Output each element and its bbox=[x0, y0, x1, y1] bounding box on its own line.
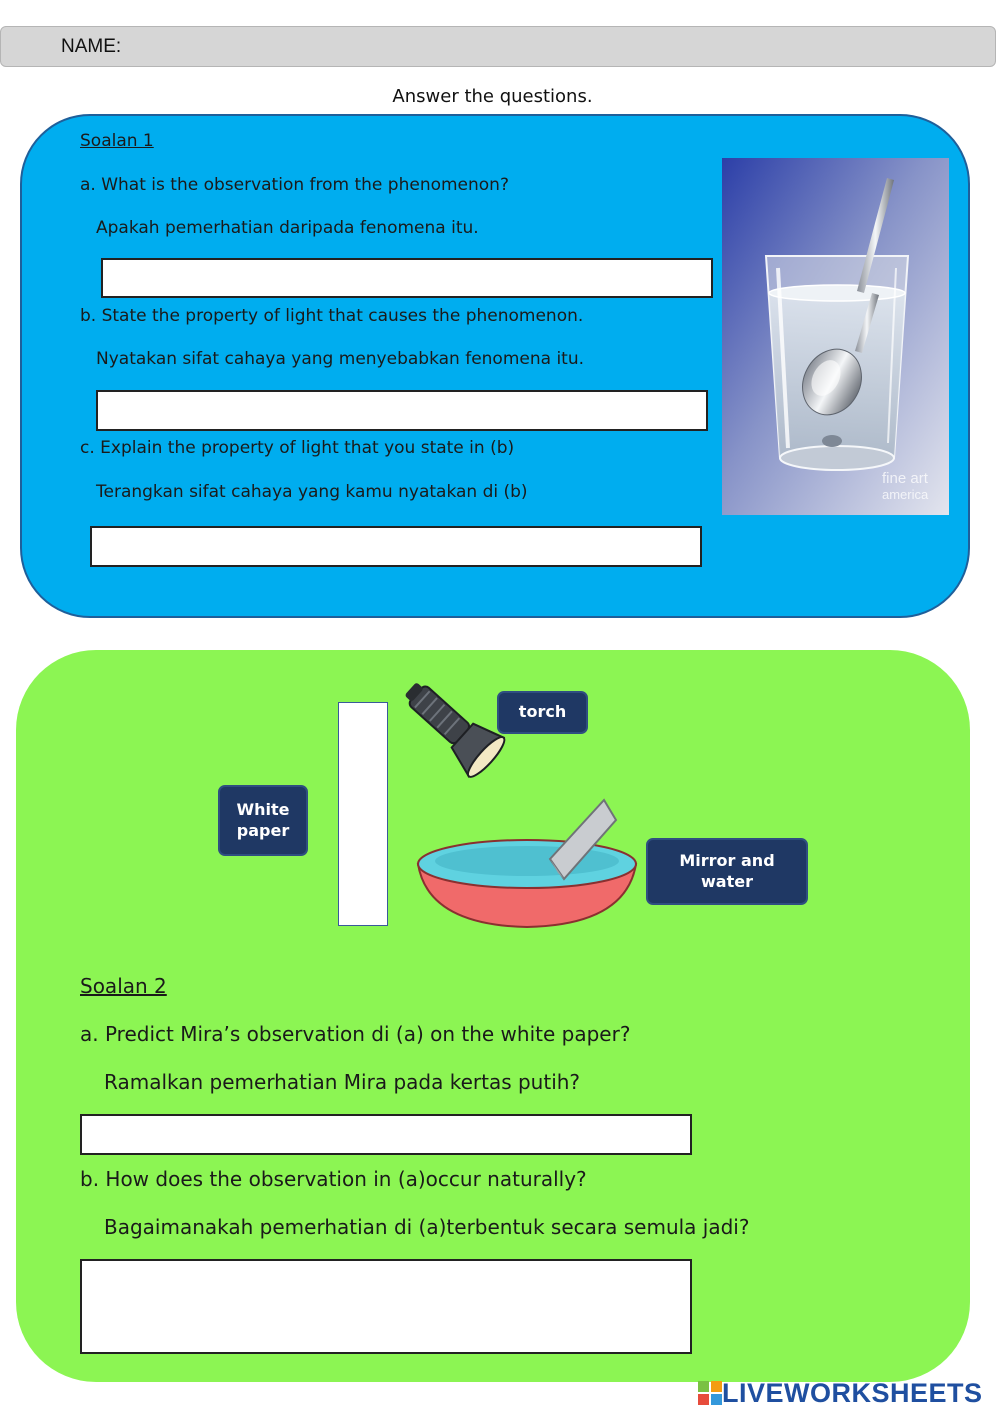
white-paper-drawing bbox=[338, 702, 388, 926]
q1-b-answer-field[interactable] bbox=[96, 390, 708, 431]
svg-text:fine art: fine art bbox=[882, 470, 928, 487]
q2-a-english: a. Predict Mira’s observation di (a) on the white paper? bbox=[80, 1022, 631, 1046]
bowl-with-mirror-icon bbox=[414, 797, 640, 932]
q2-b-answer-field[interactable] bbox=[80, 1259, 692, 1354]
q2-title: Soalan 2 bbox=[80, 974, 167, 998]
q1-c-english: c. Explain the property of light that you state in (b) bbox=[80, 438, 515, 458]
q2-b-english: b. How does the observation in (a)occur naturally? bbox=[80, 1167, 587, 1191]
name-label: NAME: bbox=[61, 36, 122, 57]
liveworksheets-logo-icon bbox=[698, 1381, 722, 1405]
torch-label: torch bbox=[497, 691, 588, 734]
q1-c-answer-field[interactable] bbox=[90, 526, 702, 567]
torch-icon bbox=[388, 674, 508, 786]
q2-a-answer-field[interactable] bbox=[80, 1114, 692, 1155]
q2-b-malay: Bagaimanakah pemerhatian di (a)terbentuk secara semula jadi? bbox=[104, 1215, 750, 1239]
svg-text:america: america bbox=[882, 487, 929, 502]
q1-a-answer-field[interactable] bbox=[101, 258, 713, 298]
q1-title: Soalan 1 bbox=[80, 131, 154, 151]
white-paper-label: White paper bbox=[218, 785, 308, 856]
liveworksheets-logo[interactable] bbox=[698, 1378, 983, 1408]
name-bar bbox=[0, 26, 996, 67]
q1-a-english: a. What is the observation from the phenomenon? bbox=[80, 175, 509, 195]
spoon-in-glass-image bbox=[722, 158, 949, 515]
q1-b-malay: Nyatakan sifat cahaya yang menyebabkan fenomena itu. bbox=[96, 349, 585, 369]
q1-b-english: b. State the property of light that causes the phenomenon. bbox=[80, 306, 584, 326]
q1-a-malay: Apakah pemerhatian daripada fenomena itu. bbox=[96, 218, 479, 238]
q1-c-malay: Terangkan sifat cahaya yang kamu nyatakan di (b) bbox=[96, 482, 528, 502]
mirror-and-water-label: Mirror and water bbox=[646, 838, 808, 905]
q2-a-malay: Ramalkan pemerhatian Mira pada kertas putih? bbox=[104, 1070, 581, 1094]
instruction: Answer the questions. bbox=[392, 86, 593, 107]
liveworksheets-logo-text: LIVEWORKSHEETS bbox=[722, 1377, 983, 1408]
